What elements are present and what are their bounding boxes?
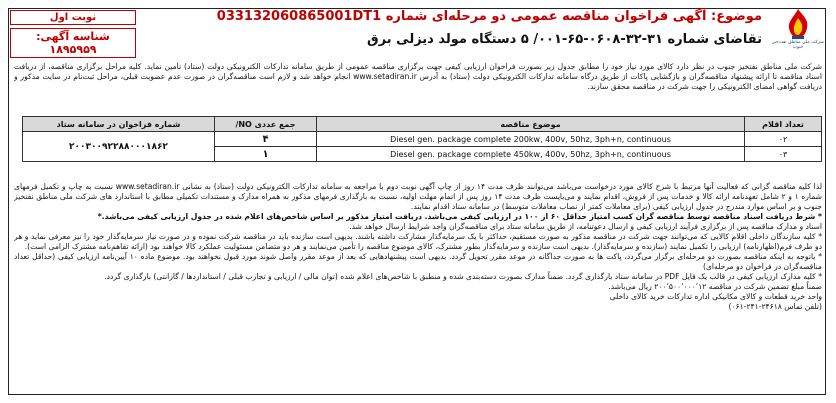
body-paragraph: * شرط دریافت اسناد مناقصه توسط مناقصه گران کسب امتیاز حداقل ۶۰ از ۱۰۰ در ارزیابی کیفی می‌باشد. دریافت امتیاز مذکور بر اساس شاخص‌های اعلام شده در جدول ارزیابی کیفی می‌باشد.* [97,212,822,221]
page-subtitle: تقاضای شماره ۳۱-۳۲-۰۶۰۸-۶۵-۰۰۱/ ۵ دستگاه مولد دیزلی برق [367,32,762,47]
body-paragraph: اسناد و مدارک مناقصه پس از برگزاری فرآیند ارزیابی کیفی و ارسال دعوتنامه، از طریق سامانه ستاد برای مناقصه‌گران واجد شرایط ارسال خواهد شد. [349,222,822,231]
body-paragraph: * باتوجه به اینکه مناقصه بصورت دو مرحله‌ای برگزار می‌گردد، پاکت ها به صورت جداگانه در موعد مقرر تحویل گردد. بدیهی است پیشنهادهایی که بعد از موعد مقرر واصل شوند مورد قبول نخواهند بود. موضوع ماده ۱۰ آیین‌نامه ارزیابی کیفی (حداقل تعداد مناقصه‌گران در فراخوان دو مرحله‌ای) [14,252,822,271]
table-header-row [23,117,822,132]
footer-phone: (تلفن تماس ۲۴۶۱۸-۲۴۱-۰۶۱) [728,302,822,311]
company-logo [768,8,828,60]
conditions-body [14,182,822,378]
items-table [22,116,822,162]
logo-caption: شرکت ملی مناطق نفت‌خیز جنوب [772,40,824,50]
badge-group [10,10,136,61]
body-paragraph: * کلیه مدارک ارزیابی کیفی در قالب یک فایل PDF در سامانه ستاد بارگذاری گردد. ضمناً مدارک بصورت دسته‌بندی شده و منطبق با شاخص‌های اعلام شده (توان مالی / ارزیابی و تجارب قبلی / استانداردها / گارانتی) بارگذاری گردد. [104,272,822,281]
nioc-flame-logo-icon [783,8,813,40]
footer-dept: واحد خرید قطعات و کالای مکانیکی اداره تدارکات خرید کالای داخلی [609,292,822,301]
header-row-count: تعداد اقلام [745,117,822,132]
table-row [23,132,822,147]
row-index: ۰۳ [745,147,822,162]
intro-paragraph: شرکت ملی مناطق نفتخیز جنوب در نظر دارد کالای مورد نیاز خود را مطابق جدول زیر بصورت فراخوان ارزیابی کیفی جهت برگزاری مناقصه عمومی از طریق سامانه تدارکات الکترونیکی دولت (ستاد) تأمین نماید. کلیه مراحل برگزاری مناقصه، از دریافت اسناد مناقصه تا ارائه پیشنهاد مناقصه‌گران و بازگشایی پاکات از طریق درگاه سامانه تدارکات الکترونیکی دولت (ستاد) به آدرس www.setadiran.ir انجام خواهد شد و لازم است مناقصه‌گران در صورت عدم عضویت قبلی، مراحل ثبت‌نام در سایت مذکور و دریافت گواهی امضای الکترونیکی را جهت شرکت در مناقصه محقق سازند. [14,62,822,91]
row-qty: ۴ [215,132,317,147]
header-tender-number: شماره فراخوان در سامانه ستاد [23,117,215,132]
page-title: موضوع: آگهی فراخوان مناقصه عمومی دو مرحله‌ای شماره 033132060865001DT1 [216,9,762,24]
row-index: ۰۲ [745,132,822,147]
header-qty: جمع عددی NO/ [215,117,317,132]
body-paragraph: ضمناً مبلغ تضمین شرکت در مناقصه ۲۰۰٬۵۰۰٬۰۰۰٬۱۲ ریال می‌باشد. [608,282,822,291]
ad-id-badge: شناسه آگهی: ۱۸۹۵۹۵۹ [10,28,136,58]
tender-number-cell: ۲۰۰۳۰۰۹۲۲۸۸۰۰۰۱۸۶۲ [23,132,215,162]
row-qty: ۱ [215,147,317,162]
row-subject: Diesel gen. package complete 200kw, 400v, 50hz, 3ph+n, continuous [317,132,745,147]
body-paragraph: * کلیه سازندگان داخلی اقلام کالایی که می‌توانند جهت شرکت در مناقصه مذکور به صورت مستقیم، حداکثر با یک سرمایه‌گذار مشارکت داشته باشند. بدیهی است سازنده باید در مناقصه شرکت نموده و در صورت نیاز سرمایه‌گذار خود را نیز معرفی نماید و هر دو طرف فرم(اظهارنامه) ارزیابی را تکمیل نمایند (سازنده و سرمایه‌گذار). بدیهی است سازنده و سرمایه‌گذار بطور مشترک، کالای موضوع مناقصه را تأمین می‌نمایند و هر دو متضامن مسئولیت عملکرد کالا خواهند بود (ارائه تفاهم‌نامه مشترک الزامی است). [14,232,822,251]
edition-badge: نوبت اول [10,10,136,25]
row-subject: Diesel gen. package complete 450kw, 400v, 50hz, 3ph+n, continuous [317,147,745,162]
body-paragraph: لذا کلیه مناقصه گرانی که فعالیت آنها مرتبط با شرح کالای مورد درخواست می‌باشد می‌توانند ظرف مدت ۱۴ روز از چاپ آگهی نوبت دوم با مراجعه به سامانه تدارکات الکترونیکی دولت (ستاد) به نشانی www.setadiran.ir نسبت به چاپ و تکمیل فرمهای شماره ۱ و ۲ شامل تعهدنامه ارائه کالا و خدمات پس از فروش، اقدام نمایند و می‌بایست ظرف مدت ۱۴ روز پس از اتمام مهلت اولیه، نسبت به بارگذاری فرمهای مذکور به همراه مدارک و مستندات تکمیلی مطابق با استاندارد های شرکت ملی مناطق نفتخیز جنوب و بر اساس موارد مندرج در جدول ارزیابی کیفی (برای معاملات کمتر از نصاب معاملات متوسط) در سامانه ستاد اقدام نمایند. [14,182,822,211]
header-subject: موضوع مناقصه [317,117,745,132]
